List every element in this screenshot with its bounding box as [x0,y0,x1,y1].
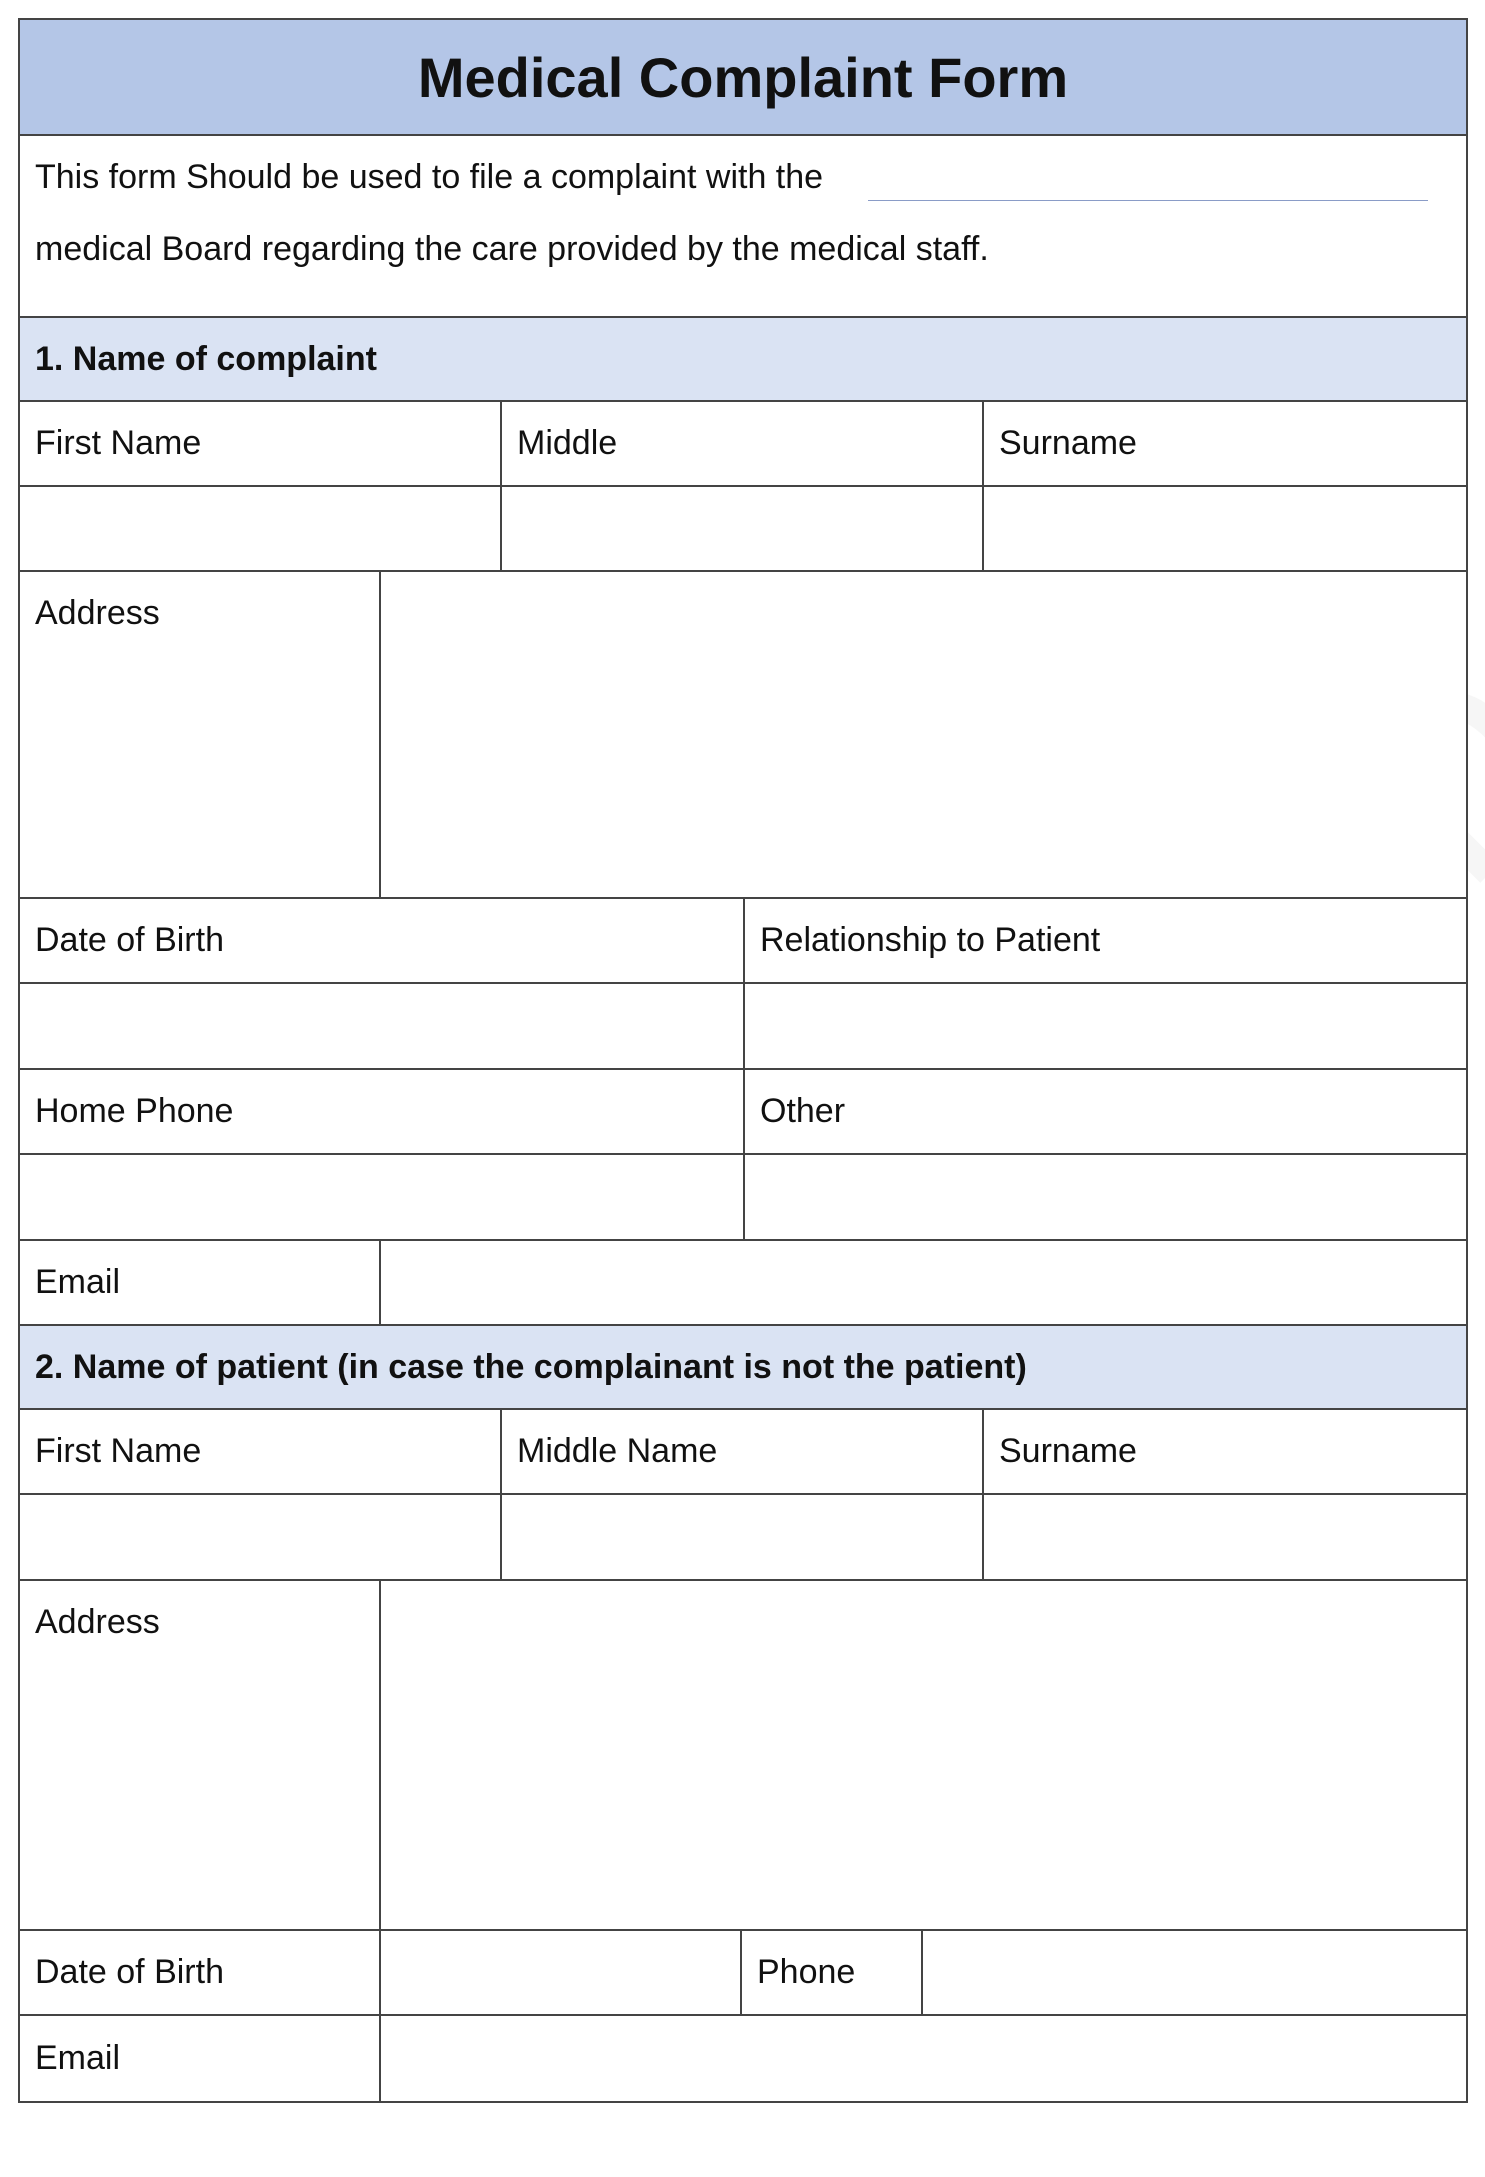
patient-phone-field[interactable] [923,1931,1466,2014]
complainant-email-field[interactable] [381,1241,1466,1324]
dob-relationship-labels-row [20,899,1466,984]
patient-middle-name-label: Middle Name [502,1410,984,1493]
dob-label: Date of Birth [20,899,745,982]
phone-other-labels-row [20,1070,1466,1155]
form-title: Medical Complaint Form [417,45,1069,109]
intro-line-2: medical Board regarding the care provided by the medical staff. [35,230,989,268]
patient-first-name-label: First Name [20,1410,502,1493]
patient-email-row [20,2016,1466,2101]
first-name-label: First Name [20,402,502,485]
patient-email-label: Email [20,2016,381,2101]
section-1-heading: 1. Name of complaint [35,339,377,378]
intro-line-1: This form Should be used to file a complaint with the [35,158,824,196]
patient-email-field[interactable] [381,2016,1466,2101]
section-2-header [20,1326,1466,1410]
complainant-surname-field[interactable] [984,487,1466,570]
complainant-dob-field[interactable] [20,984,745,1068]
patient-dob-phone-row [20,1931,1466,2016]
section-2-heading: 2. Name of patient (in case the complainant is not the patient) [35,1347,1027,1386]
intro-text [20,136,1466,318]
phone-other-inputs-row [20,1155,1466,1241]
patient-surname-field[interactable] [984,1495,1466,1579]
relationship-label: Relationship to Patient [760,921,1101,959]
patient-address-label: Address [20,1581,381,1929]
dob-relationship-inputs-row [20,984,1466,1070]
home-phone-label: Home Phone [20,1070,745,1153]
patient-dob-field[interactable] [381,1931,742,2014]
email-label: Email [20,1241,381,1324]
section-1-header [20,318,1466,402]
patient-name-inputs-row [20,1495,1466,1581]
middle-label: Middle [502,402,984,485]
other-field[interactable] [745,1155,1466,1239]
relationship-field[interactable] [745,984,1466,1068]
complainant-name-inputs-row [20,487,1466,572]
other-label: Other [760,1092,846,1130]
complainant-email-row [20,1241,1466,1326]
complainant-middle-field[interactable] [502,487,984,570]
patient-address-row [20,1581,1466,1931]
complainant-first-name-field[interactable] [20,487,502,570]
complainant-address-row [20,572,1466,899]
patient-phone-label: Phone [742,1931,923,2014]
patient-name-labels-row [20,1410,1466,1495]
complainant-address-field[interactable] [381,572,1466,897]
surname-label: Surname [999,424,1137,462]
medical-complaint-form [18,18,1468,2103]
patient-first-name-field[interactable] [20,1495,502,1579]
title-bar [20,20,1466,136]
address-label: Address [20,572,381,897]
home-phone-field[interactable] [20,1155,745,1239]
patient-dob-label: Date of Birth [20,1931,381,2014]
complainant-name-labels-row [20,402,1466,487]
patient-middle-name-field[interactable] [502,1495,984,1579]
patient-address-field[interactable] [381,1581,1466,1929]
patient-surname-label: Surname [999,1432,1137,1470]
medical-board-blank-field[interactable] [868,200,1428,201]
